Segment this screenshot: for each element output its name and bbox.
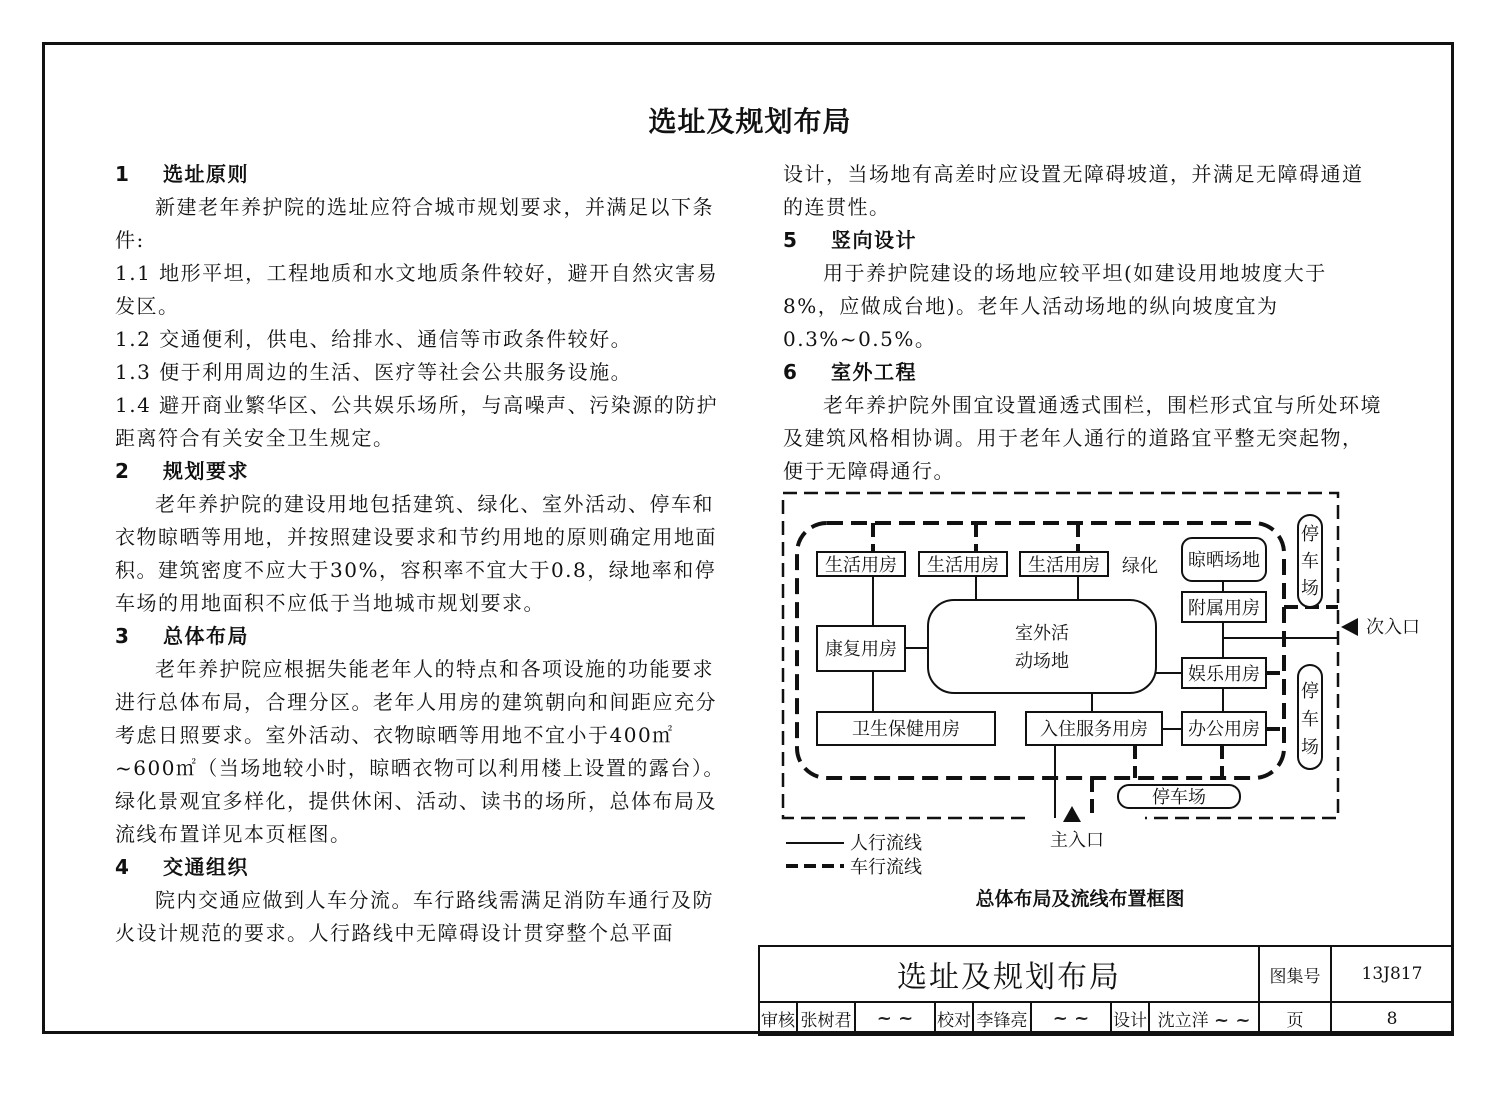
title-block xyxy=(758,945,1454,1036)
legend-car-label: 车行流线 xyxy=(850,857,922,878)
label-greenery: 绿化 xyxy=(1122,556,1158,577)
svg-text:场: 场 xyxy=(1301,578,1319,599)
label-living-2: 生活用房 xyxy=(927,555,999,576)
section-1-intro: 新建老年养护院的选址应符合城市规划要求，并满足以下条件: xyxy=(115,195,714,252)
label-main-entrance: 主入口 xyxy=(1050,830,1104,851)
section-4-continued: 设计，当场地有高差时应设置无障碍坡道，并满足无障碍通道的连贯性。 xyxy=(783,162,1364,219)
label-drying: 晾晒场地 xyxy=(1188,550,1260,571)
main-entrance-arrow xyxy=(1063,806,1081,822)
section-4-text: 院内交通应做到人车分流。车行路线需满足消防车通行及防火设计规范的要求。人行路线中无障碍设计贯穿整个总平面 xyxy=(115,888,714,945)
label-entertainment: 娱乐用房 xyxy=(1188,664,1260,685)
designer-cell: 沈立洋 ~ ~ xyxy=(1149,1002,1259,1035)
page-number: 8 xyxy=(1331,1002,1453,1035)
label-annex: 附属用房 xyxy=(1188,598,1260,619)
svg-text:场: 场 xyxy=(1301,737,1319,758)
diagram-caption: 总体布局及流线布置框图 xyxy=(975,888,1185,910)
page-title: 选址及规划布局 xyxy=(648,105,852,138)
reviewer-signature: ~ ~ xyxy=(855,1002,935,1035)
label-activity-2: 动场地 xyxy=(1015,651,1069,672)
clause-1-2: 1.2 交通便利，供电、给排水、通信等市政条件较好。 xyxy=(115,327,633,351)
section-6-text: 老年养护院外围宜设置通透式围栏，围栏形式宜与所处环境及建筑风格相协调。用于老年人通行的道路宜平整无突起物，便于无障碍通行。 xyxy=(783,393,1382,483)
review-label: 审核 xyxy=(759,1002,797,1035)
clause-1-4: 1.4 避开商业繁华区、公共娱乐场所，与高噪声、污染源的防护距离符合有关安全卫生规定。 xyxy=(115,393,719,450)
secondary-entrance-arrow xyxy=(1341,618,1358,636)
section-4-heading: 4 交通组织 xyxy=(115,855,249,879)
section-1-heading: 1 选址原则 xyxy=(115,162,249,186)
section-6-heading: 6 室外工程 xyxy=(783,360,917,384)
reviewer-name: 张树君 xyxy=(797,1002,855,1035)
label-living-1: 生活用房 xyxy=(825,555,897,576)
page-label: 页 xyxy=(1259,1002,1331,1035)
label-secondary-entrance: 次入口 xyxy=(1366,617,1420,638)
svg-text:车: 车 xyxy=(1301,551,1319,572)
label-rehab: 康复用房 xyxy=(825,639,897,660)
atlas-label: 图集号 xyxy=(1259,946,1331,1002)
section-3-heading: 3 总体布局 xyxy=(115,624,249,648)
section-5-text: 用于养护院建设的场地应较平坦(如建设用地坡度大于8%，应做成台地)。老年人活动场地的纵向坡度宜为0.3%~0.5%。 xyxy=(783,261,1327,351)
check-label: 校对 xyxy=(935,1002,973,1035)
label-activity-1: 室外活 xyxy=(1015,623,1069,644)
label-parking-tr: 停 xyxy=(1301,524,1319,545)
design-label: 设计 xyxy=(1111,1002,1149,1035)
atlas-number: 13J817 xyxy=(1331,946,1453,1002)
svg-text:车: 车 xyxy=(1301,709,1319,730)
label-office: 办公用房 xyxy=(1188,719,1260,740)
checker-name: 李锋亮 xyxy=(973,1002,1031,1035)
checker-signature: ~ ~ xyxy=(1031,1002,1111,1035)
drawing-title: 选址及规划布局 xyxy=(759,946,1259,1002)
clause-1-3: 1.3 便于利用周边的生活、医疗等社会公共服务设施。 xyxy=(115,360,633,384)
legend-ped-label: 人行流线 xyxy=(850,833,922,854)
label-checkin: 入住服务用房 xyxy=(1040,719,1148,740)
section-5-heading: 5 竖向设计 xyxy=(783,228,917,252)
label-parking-bottom: 停车场 xyxy=(1152,787,1206,808)
clause-1-1: 1.1 地形平坦，工程地质和水文地质条件较好，避开自然灾害易发区。 xyxy=(115,261,719,318)
section-2-text: 老年养护院的建设用地包括建筑、绿化、室外活动、停车和衣物晾晒等用地，并按照建设要求和节约用地的原则确定用地面积。建筑密度不应大于30%，容积率不宜大于0.8，绿地率和停车场的用地面积不应低于当地城市规划要求。 xyxy=(115,492,717,615)
activity-area-box xyxy=(928,600,1156,693)
designer-name: 沈立洋 xyxy=(1157,1011,1209,1031)
label-parking-br: 停 xyxy=(1301,681,1319,702)
label-living-3: 生活用房 xyxy=(1028,555,1100,576)
section-2-heading: 2 规划要求 xyxy=(115,459,249,483)
section-3-text: 老年养护院应根据失能老年人的特点和各项设施的功能要求进行总体布局，合理分区。老年人用房的建筑朝向和间距应充分考虑日照要求。室外活动、衣物晾晒等用地不宜小于400㎡~600㎡（当场地较小时，晾晒衣物可以利用楼上设置的露台）。绿化景观宜多样化，提供休闲、活动、读书的场所，总体布局及流线布置详见本页框图。 xyxy=(115,657,725,846)
label-health: 卫生保健用房 xyxy=(852,719,960,740)
